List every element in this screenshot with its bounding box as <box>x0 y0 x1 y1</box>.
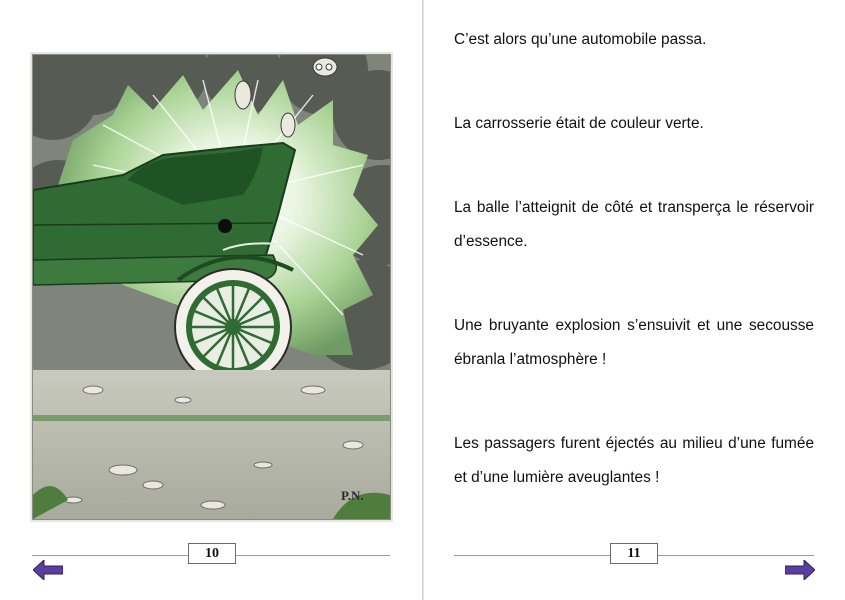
story-paragraph-2: La carrosserie était de couleur verte. <box>454 115 704 132</box>
car-explosion-illustration <box>32 54 391 520</box>
right-page <box>424 0 845 600</box>
page-number-badge: 11 <box>610 543 658 564</box>
story-paragraph-1: C’est alors qu’une automobile passa. <box>454 31 707 48</box>
arrow-right-icon <box>785 560 815 580</box>
illustrator-signature: P.N. <box>341 488 364 503</box>
car-wheel <box>175 269 291 385</box>
left-page <box>0 0 422 600</box>
illustration-drawing <box>33 55 390 519</box>
previous-page-button[interactable] <box>33 560 63 580</box>
next-page-button[interactable] <box>785 560 815 580</box>
arrow-left-icon <box>33 560 63 580</box>
story-paragraph-3: La balle l’atteignit de côté et transperça le réservoir d’essence. <box>454 199 814 250</box>
page-number-badge: 10 <box>188 543 236 564</box>
road <box>33 370 390 519</box>
story-paragraph-5: Les passagers furent éjectés au milieu d’une fumée et d’une lumière aveuglantes ! <box>454 435 814 486</box>
bullet-hole <box>218 219 232 233</box>
story-paragraph-4: Une bruyante explosion s’ensuivit et une secousse ébranla l’atmosphère ! <box>454 317 814 368</box>
